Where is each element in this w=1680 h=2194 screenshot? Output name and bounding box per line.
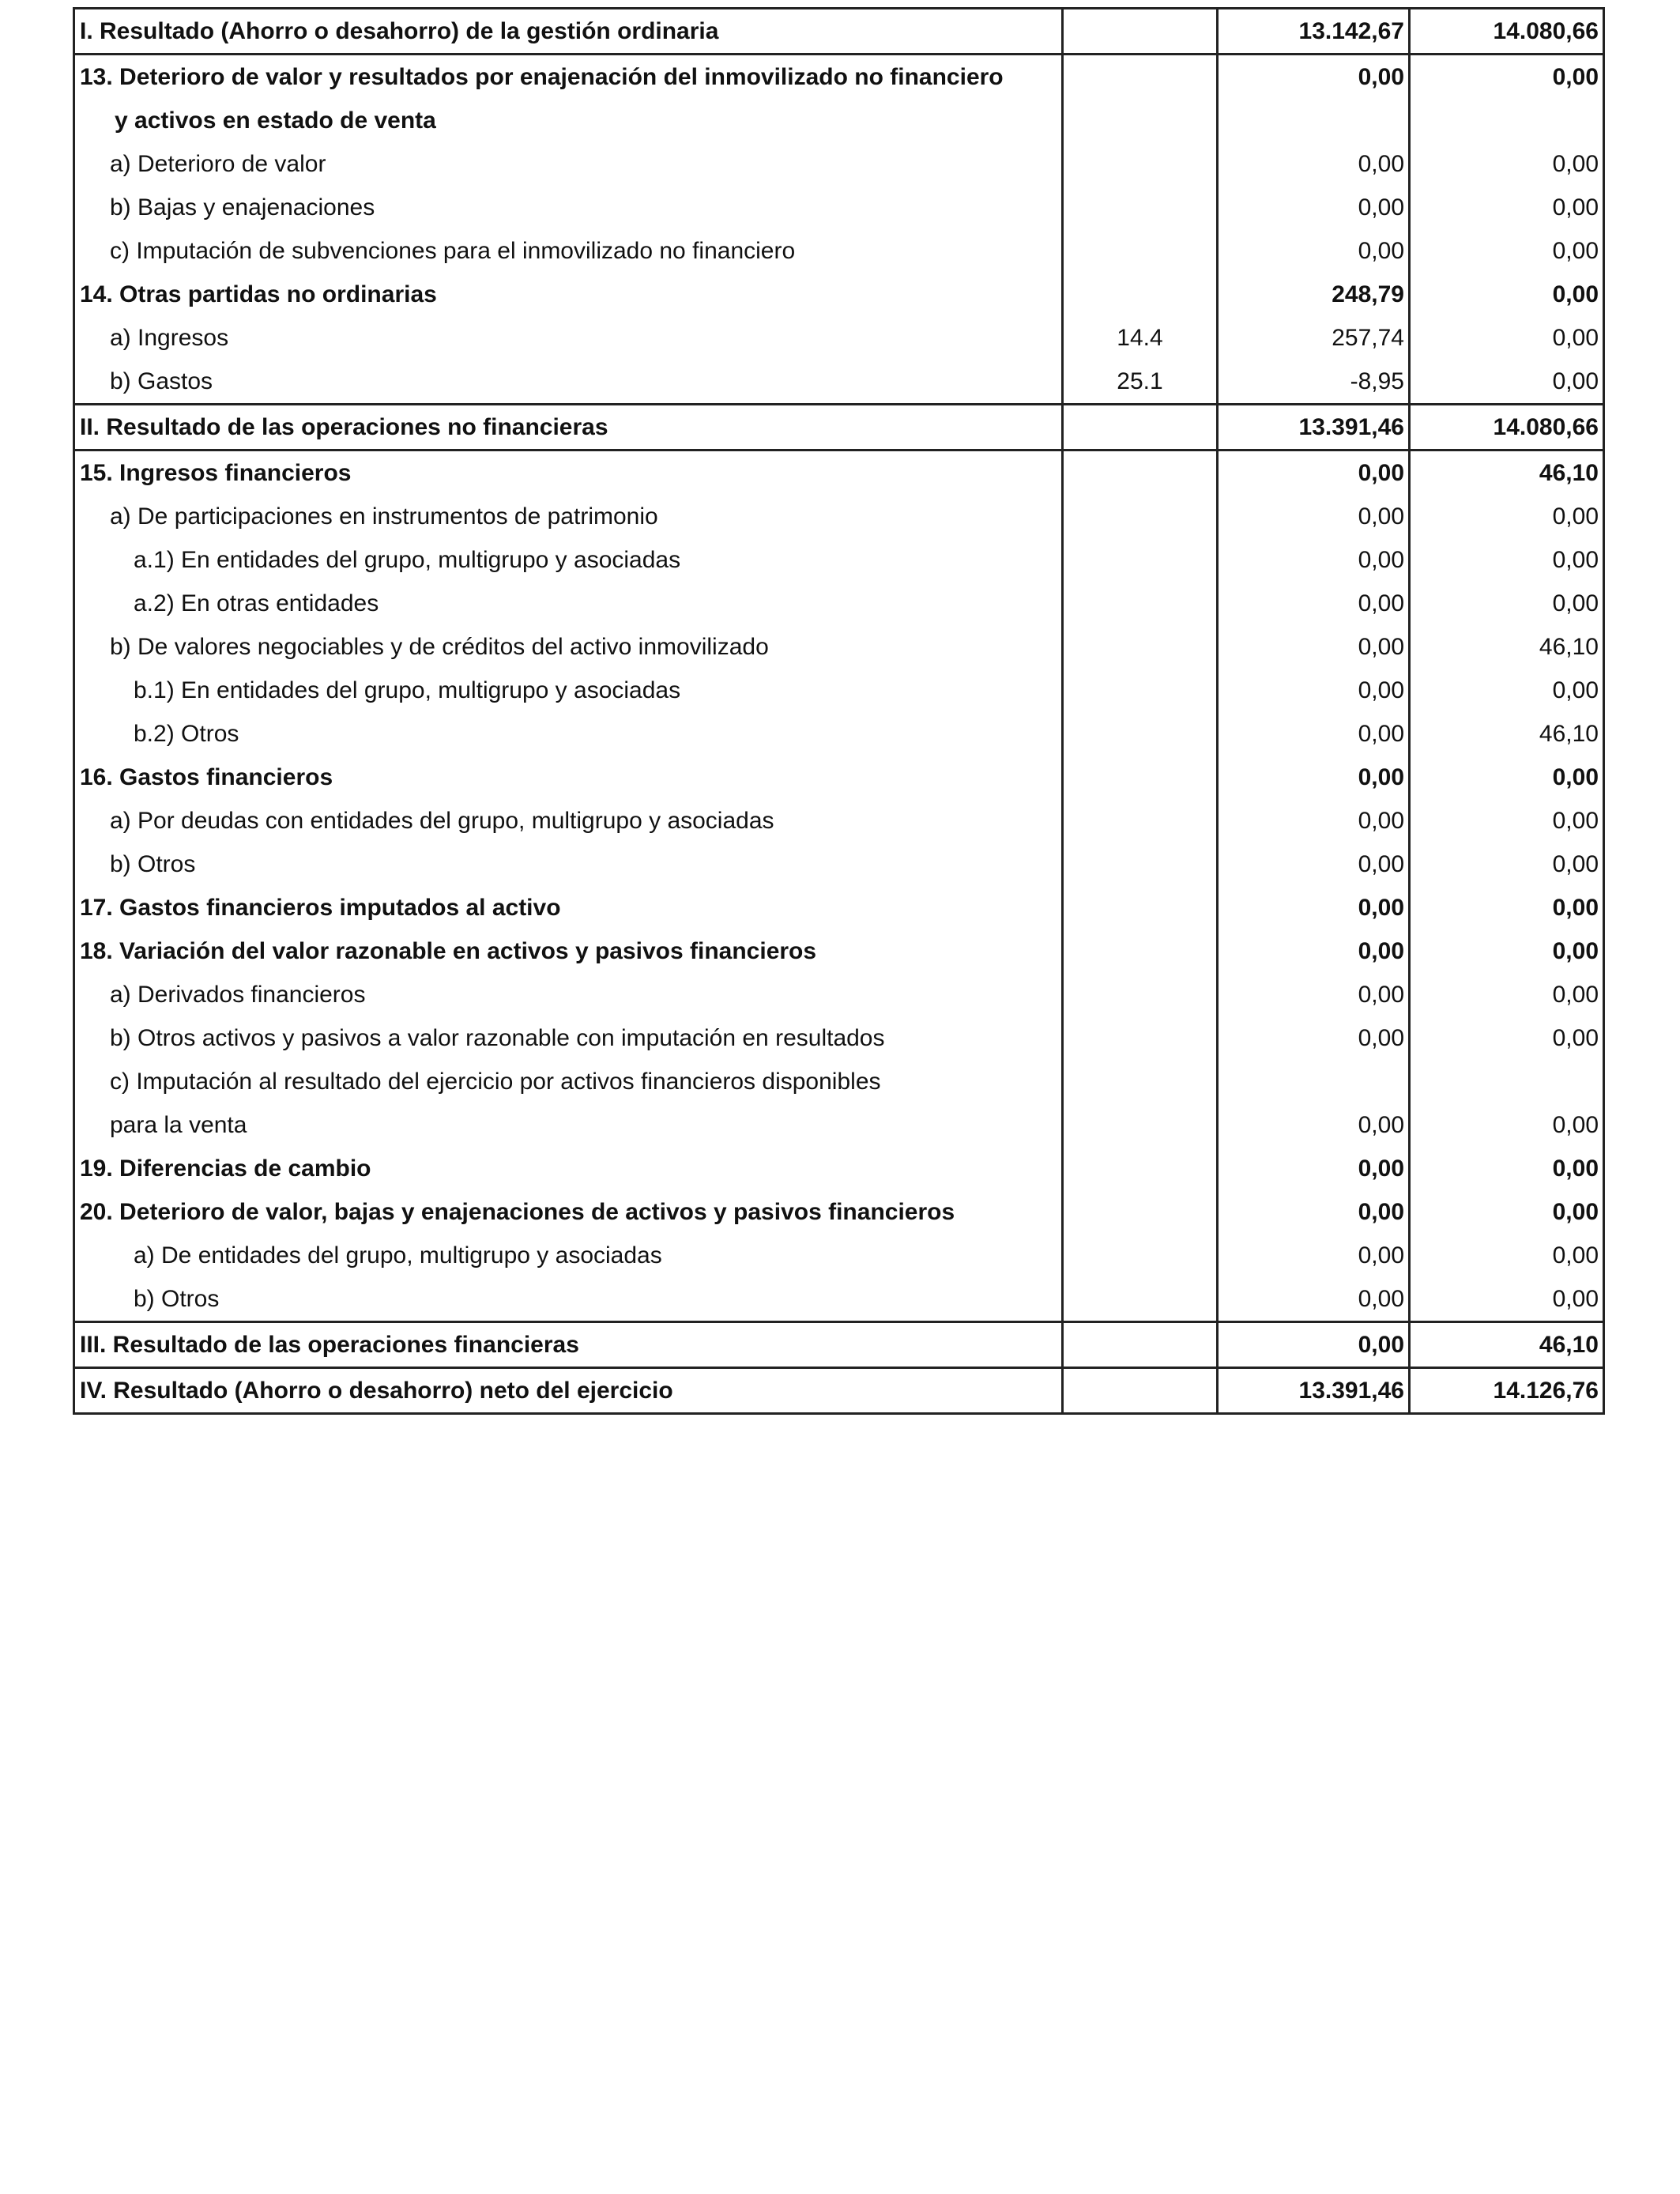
row-label: b) Otros bbox=[74, 843, 1063, 886]
results-table bbox=[73, 7, 1605, 1415]
row-note bbox=[1063, 1103, 1218, 1147]
table-row bbox=[74, 316, 1604, 360]
row-note: 25.1 bbox=[1063, 360, 1218, 405]
row-note bbox=[1063, 886, 1218, 929]
section-row bbox=[74, 99, 1604, 142]
table-row bbox=[74, 1016, 1604, 1060]
row-value-current: 0,00 bbox=[1218, 843, 1410, 886]
row-note bbox=[1063, 625, 1218, 669]
row-value-current: 257,74 bbox=[1218, 316, 1410, 360]
row-value-current: 0,00 bbox=[1218, 1322, 1410, 1368]
row-value-previous: 14.080,66 bbox=[1410, 405, 1604, 450]
row-value-current: 0,00 bbox=[1218, 538, 1410, 582]
row-value-previous: 46,10 bbox=[1410, 1322, 1604, 1368]
row-label: a) Deterioro de valor bbox=[74, 142, 1063, 186]
total-row bbox=[74, 9, 1604, 55]
row-value-previous: 0,00 bbox=[1410, 360, 1604, 405]
row-note bbox=[1063, 843, 1218, 886]
section-row bbox=[74, 1147, 1604, 1190]
row-value-previous: 0,00 bbox=[1410, 1147, 1604, 1190]
table-row bbox=[74, 1060, 1604, 1103]
row-value-current: 0,00 bbox=[1218, 756, 1410, 799]
row-label: b.2) Otros bbox=[74, 712, 1063, 756]
row-label: b) Gastos bbox=[74, 360, 1063, 405]
table-row bbox=[74, 712, 1604, 756]
row-note bbox=[1063, 582, 1218, 625]
row-note bbox=[1063, 229, 1218, 273]
row-value-previous: 0,00 bbox=[1410, 1103, 1604, 1147]
table-row bbox=[74, 360, 1604, 405]
row-label: para la venta bbox=[74, 1103, 1063, 1147]
row-value-previous: 0,00 bbox=[1410, 316, 1604, 360]
row-label: c) Imputación al resultado del ejercicio por activos financieros disponibles bbox=[74, 1060, 1063, 1103]
row-value-current: 0,00 bbox=[1218, 1147, 1410, 1190]
row-note bbox=[1063, 929, 1218, 973]
section-row bbox=[74, 756, 1604, 799]
row-value-previous: 0,00 bbox=[1410, 538, 1604, 582]
row-value-current: 0,00 bbox=[1218, 929, 1410, 973]
row-note: 14.4 bbox=[1063, 316, 1218, 360]
row-label: 19. Diferencias de cambio bbox=[74, 1147, 1063, 1190]
row-value-previous: 0,00 bbox=[1410, 929, 1604, 973]
row-label: c) Imputación de subvenciones para el inmovilizado no financiero bbox=[74, 229, 1063, 273]
row-note bbox=[1063, 799, 1218, 843]
row-value-current: 0,00 bbox=[1218, 142, 1410, 186]
row-label: y activos en estado de venta bbox=[74, 99, 1063, 142]
row-label: a) De entidades del grupo, multigrupo y asociadas bbox=[74, 1234, 1063, 1277]
row-note bbox=[1063, 55, 1218, 100]
row-value-current bbox=[1218, 1060, 1410, 1103]
table-row bbox=[74, 1234, 1604, 1277]
row-note bbox=[1063, 712, 1218, 756]
total-row bbox=[74, 405, 1604, 450]
row-value-previous: 0,00 bbox=[1410, 186, 1604, 229]
row-label: a) Derivados financieros bbox=[74, 973, 1063, 1016]
section-row bbox=[74, 55, 1604, 100]
row-note bbox=[1063, 273, 1218, 316]
row-label: b) Bajas y enajenaciones bbox=[74, 186, 1063, 229]
row-value-current: 0,00 bbox=[1218, 669, 1410, 712]
row-value-current: 0,00 bbox=[1218, 450, 1410, 496]
row-value-current: 13.391,46 bbox=[1218, 1368, 1410, 1414]
table-row bbox=[74, 1277, 1604, 1322]
row-value-current: 0,00 bbox=[1218, 712, 1410, 756]
row-note bbox=[1063, 99, 1218, 142]
row-value-current: 0,00 bbox=[1218, 625, 1410, 669]
row-value-previous: 46,10 bbox=[1410, 625, 1604, 669]
row-value-current: 13.142,67 bbox=[1218, 9, 1410, 55]
row-value-current: 13.391,46 bbox=[1218, 405, 1410, 450]
row-value-current: 0,00 bbox=[1218, 55, 1410, 100]
row-value-previous: 0,00 bbox=[1410, 1190, 1604, 1234]
table-row bbox=[74, 843, 1604, 886]
row-label: 14. Otras partidas no ordinarias bbox=[74, 273, 1063, 316]
table-row bbox=[74, 582, 1604, 625]
row-label: II. Resultado de las operaciones no financieras bbox=[74, 405, 1063, 450]
row-note bbox=[1063, 973, 1218, 1016]
row-value-previous bbox=[1410, 99, 1604, 142]
table-row bbox=[74, 495, 1604, 538]
row-value-previous: 46,10 bbox=[1410, 450, 1604, 496]
row-note bbox=[1063, 450, 1218, 496]
row-value-previous: 0,00 bbox=[1410, 973, 1604, 1016]
row-value-current: 0,00 bbox=[1218, 495, 1410, 538]
row-note bbox=[1063, 1147, 1218, 1190]
table-row bbox=[74, 142, 1604, 186]
row-label: a) Por deudas con entidades del grupo, multigrupo y asociadas bbox=[74, 799, 1063, 843]
row-note bbox=[1063, 1277, 1218, 1322]
row-note bbox=[1063, 1016, 1218, 1060]
row-value-previous: 0,00 bbox=[1410, 273, 1604, 316]
row-note bbox=[1063, 756, 1218, 799]
row-note bbox=[1063, 669, 1218, 712]
row-label: a.1) En entidades del grupo, multigrupo y asociadas bbox=[74, 538, 1063, 582]
table-row bbox=[74, 625, 1604, 669]
row-note bbox=[1063, 142, 1218, 186]
row-label: IV. Resultado (Ahorro o desahorro) neto del ejercicio bbox=[74, 1368, 1063, 1414]
row-label: 16. Gastos financieros bbox=[74, 756, 1063, 799]
row-label: b) Otros bbox=[74, 1277, 1063, 1322]
section-row bbox=[74, 273, 1604, 316]
section-row bbox=[74, 886, 1604, 929]
row-value-current: 0,00 bbox=[1218, 229, 1410, 273]
row-value-previous: 0,00 bbox=[1410, 886, 1604, 929]
row-value-previous: 0,00 bbox=[1410, 799, 1604, 843]
table-row bbox=[74, 229, 1604, 273]
row-value-previous: 46,10 bbox=[1410, 712, 1604, 756]
row-value-previous: 0,00 bbox=[1410, 582, 1604, 625]
row-note bbox=[1063, 1234, 1218, 1277]
table-row bbox=[74, 799, 1604, 843]
row-label: b.1) En entidades del grupo, multigrupo y asociadas bbox=[74, 669, 1063, 712]
row-note bbox=[1063, 538, 1218, 582]
table-row bbox=[74, 669, 1604, 712]
row-value-previous: 0,00 bbox=[1410, 756, 1604, 799]
table-row bbox=[74, 973, 1604, 1016]
total-row bbox=[74, 1322, 1604, 1368]
row-value-previous: 0,00 bbox=[1410, 1234, 1604, 1277]
row-value-current: 0,00 bbox=[1218, 186, 1410, 229]
row-value-current: 0,00 bbox=[1218, 1190, 1410, 1234]
row-value-current: 0,00 bbox=[1218, 1016, 1410, 1060]
row-note bbox=[1063, 1368, 1218, 1414]
row-value-previous: 0,00 bbox=[1410, 55, 1604, 100]
row-label: a) De participaciones en instrumentos de patrimonio bbox=[74, 495, 1063, 538]
row-value-current: 0,00 bbox=[1218, 799, 1410, 843]
row-label: 17. Gastos financieros imputados al activo bbox=[74, 886, 1063, 929]
section-row bbox=[74, 1190, 1604, 1234]
section-row bbox=[74, 450, 1604, 496]
row-label: III. Resultado de las operaciones financieras bbox=[74, 1322, 1063, 1368]
row-value-previous: 14.080,66 bbox=[1410, 9, 1604, 55]
row-value-current: 0,00 bbox=[1218, 1234, 1410, 1277]
row-value-previous: 0,00 bbox=[1410, 669, 1604, 712]
row-value-current: 0,00 bbox=[1218, 886, 1410, 929]
row-label: b) De valores negociables y de créditos del activo inmovilizado bbox=[74, 625, 1063, 669]
row-value-previous: 0,00 bbox=[1410, 229, 1604, 273]
total-row bbox=[74, 1368, 1604, 1414]
row-note bbox=[1063, 495, 1218, 538]
row-label: 18. Variación del valor razonable en activos y pasivos financieros bbox=[74, 929, 1063, 973]
row-value-current: 248,79 bbox=[1218, 273, 1410, 316]
row-value-previous: 0,00 bbox=[1410, 1016, 1604, 1060]
row-value-current bbox=[1218, 99, 1410, 142]
row-value-current: 0,00 bbox=[1218, 973, 1410, 1016]
table-row bbox=[74, 538, 1604, 582]
row-label: 20. Deterioro de valor, bajas y enajenaciones de activos y pasivos financieros bbox=[74, 1190, 1063, 1234]
results-table-body bbox=[74, 9, 1604, 1414]
row-note bbox=[1063, 1060, 1218, 1103]
row-value-previous: 14.126,76 bbox=[1410, 1368, 1604, 1414]
row-value-previous: 0,00 bbox=[1410, 495, 1604, 538]
row-note bbox=[1063, 405, 1218, 450]
row-note bbox=[1063, 1322, 1218, 1368]
row-value-previous: 0,00 bbox=[1410, 142, 1604, 186]
section-row bbox=[74, 929, 1604, 973]
row-note bbox=[1063, 9, 1218, 55]
row-label: b) Otros activos y pasivos a valor razonable con imputación en resultados bbox=[74, 1016, 1063, 1060]
row-label: 13. Deterioro de valor y resultados por enajenación del inmovilizado no financiero bbox=[74, 55, 1063, 100]
row-value-current: 0,00 bbox=[1218, 1103, 1410, 1147]
row-value-previous bbox=[1410, 1060, 1604, 1103]
row-value-current: -8,95 bbox=[1218, 360, 1410, 405]
table-row bbox=[74, 1103, 1604, 1147]
row-value-previous: 0,00 bbox=[1410, 843, 1604, 886]
row-label: I. Resultado (Ahorro o desahorro) de la gestión ordinaria bbox=[74, 9, 1063, 55]
row-value-current: 0,00 bbox=[1218, 582, 1410, 625]
row-note bbox=[1063, 1190, 1218, 1234]
row-label: 15. Ingresos financieros bbox=[74, 450, 1063, 496]
row-label: a) Ingresos bbox=[74, 316, 1063, 360]
table-row bbox=[74, 186, 1604, 229]
row-note bbox=[1063, 186, 1218, 229]
row-value-current: 0,00 bbox=[1218, 1277, 1410, 1322]
row-value-previous: 0,00 bbox=[1410, 1277, 1604, 1322]
row-label: a.2) En otras entidades bbox=[74, 582, 1063, 625]
